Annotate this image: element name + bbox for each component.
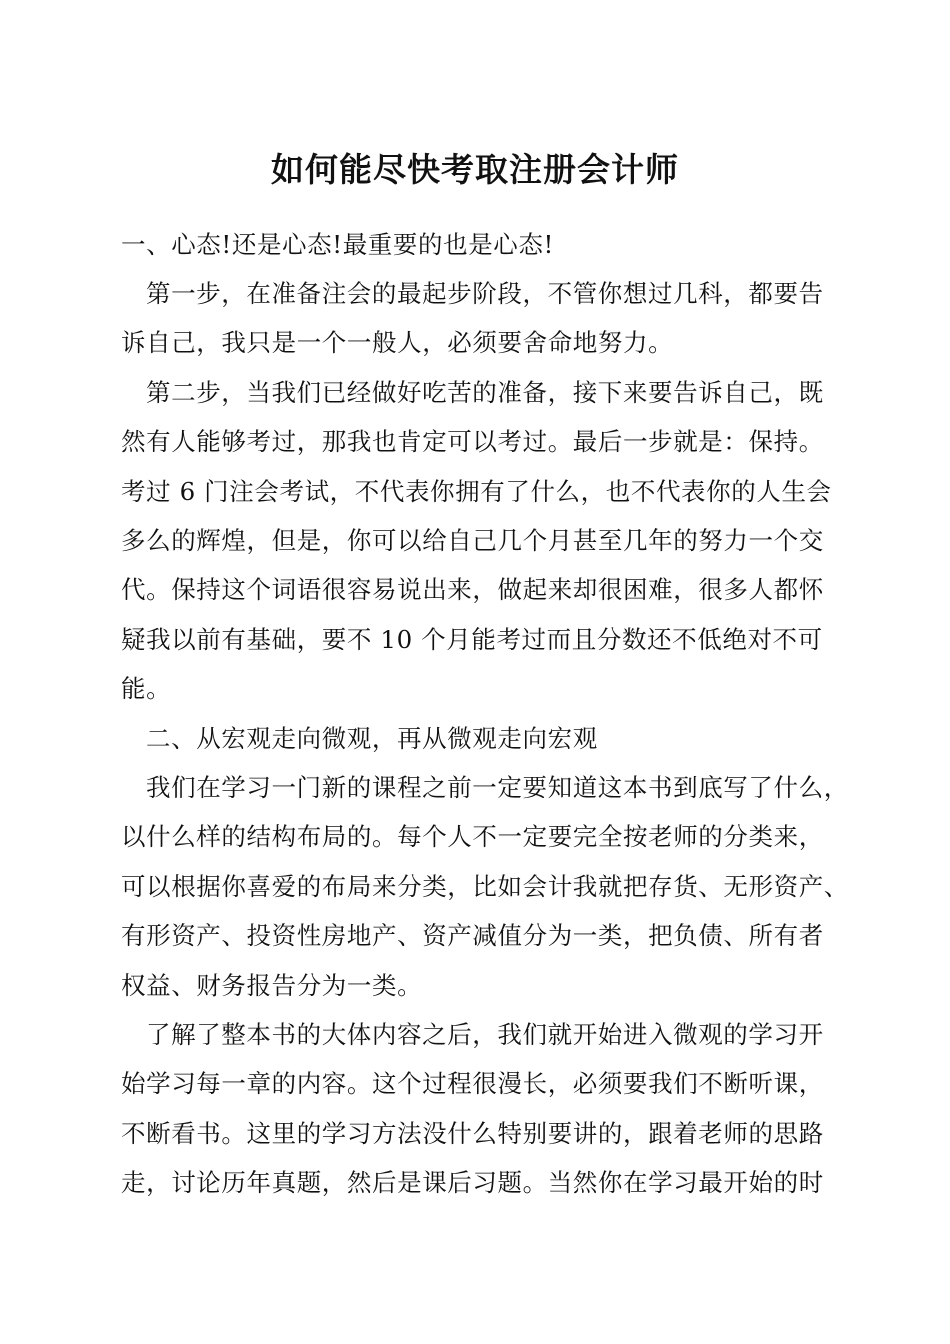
paragraph-line: 多么的辉煌，但是，你可以给自己几个月甚至几年的努力一个交 — [121, 526, 824, 555]
paragraph-line: 然有人能够考过，那我也肯定可以考过。最后一步就是：保持。 — [121, 427, 824, 456]
paragraph-line: 了解了整本书的大体内容之后，我们就开始进入微观的学习开 — [146, 1020, 824, 1049]
section-heading-2: 二、从宏观走向微观，再从微观走向宏观 — [146, 724, 598, 753]
paragraph-line: 有形资产、投资性房地产、资产减值分为一类，把负债、所有者 — [121, 921, 824, 950]
paragraph-line: 始学习每一章的内容。这个过程很漫长，必须要我们不断听课， — [121, 1069, 824, 1098]
paragraph-line: 第二步，当我们已经做好吃苦的准备，接下来要告诉自己，既 — [146, 378, 824, 407]
section-heading-1: 一、心态!还是心态!最重要的也是心态! — [121, 230, 554, 259]
paragraph-line: 考过 6 门注会考试，不代表你拥有了什么，也不代表你的人生会 — [121, 477, 832, 506]
paragraph-line: 可以根据你喜爱的布局来分类，比如会计我就把存货、无形资产、 — [121, 872, 849, 901]
paragraph-line: 我们在学习一门新的课程之前一定要知道这本书到底写了什么， — [146, 773, 849, 802]
paragraph-line: 权益、财务报告分为一类。 — [121, 971, 423, 1000]
paragraph-line: 代。保持这个词语很容易说出来，做起来却很困难，很多人都怀 — [121, 575, 824, 604]
paragraph-line: 第一步，在准备注会的最起步阶段，不管你想过几科，都要告 — [146, 279, 824, 308]
paragraph-line: 走，讨论历年真题，然后是课后习题。当然你在学习最开始的时 — [121, 1168, 824, 1197]
paragraph-line: 诉自己，我只是一个一般人，必须要舍命地努力。 — [121, 328, 674, 357]
document-title: 如何能尽快考取注册会计师 — [271, 150, 679, 189]
paragraph-line: 能。 — [121, 674, 172, 703]
paragraph-line: 疑我以前有基础，要不 10 个月能考过而且分数还不低绝对不可 — [121, 625, 823, 654]
paragraph-line: 以什么样的结构布局的。每个人不一定要完全按老师的分类来， — [121, 822, 824, 851]
paragraph-line: 不断看书。这里的学习方法没什么特别要讲的，跟着老师的思路 — [121, 1119, 824, 1148]
